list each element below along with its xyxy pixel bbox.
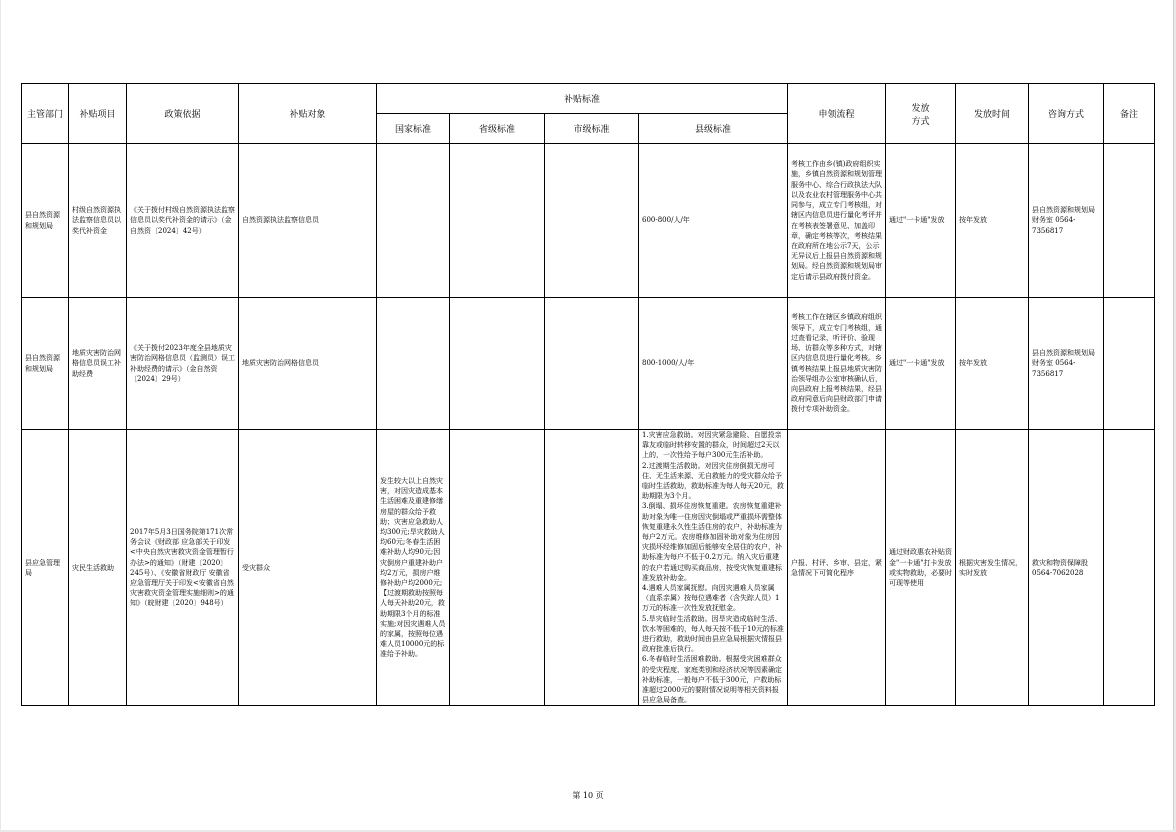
header-standard: 补贴标准 <box>377 84 788 114</box>
cell-time: 按年发放 <box>956 298 1029 430</box>
cell-basis: 2017年5月3日国务院第171次常务会议《财政部 应急部关于印发<中央自然灾害救灾资金管理暂行办法>的通知》（财建〔2020〕245号）、《安徽省财政厅 安徽省应急管理厅关于印发<安徽省自然灾害救灾资金管理实施细则>的通知》（皖财建〔2020〕948号） <box>127 430 239 706</box>
cell-target: 自然资源执法监察信息员 <box>239 144 377 298</box>
cell-item: 灾民生活救助 <box>69 430 127 706</box>
cell-item: 村级自然资源执法监察信息员以奖代补资金 <box>69 144 127 298</box>
cell-provincial <box>450 298 545 430</box>
table-row <box>22 430 1155 706</box>
header-method: 发放 方式 <box>886 84 956 144</box>
table-row <box>22 144 1155 298</box>
cell-provincial <box>450 144 545 298</box>
cell-basis: 《关于拨付2023年度全县地质灾害防治网格信息员（监测员）误工补助经费的请示》（金自然资〔2024〕29号） <box>127 298 239 430</box>
cell-method: 通过"一卡通"发放 <box>886 144 956 298</box>
cell-item: 地质灾害防治网格信息员误工补助经费 <box>69 298 127 430</box>
cell-method: 通过财政惠农补贴资金"一卡通"打卡发放或实物救助，必要时可现等使用 <box>886 430 956 706</box>
cell-note <box>1104 144 1155 298</box>
cell-county: 1.灾害应急救助。对因灾紧急避险、自愿投亲靠友或临时转移安置的群众，时间超过2天以上的，一次性给予每户300元生活补助。 2.过渡期生活救助。对因灾住房倒损无房可住、无生活来源、无自救能力的受灾群众给予临时生活救助，救助标准为每人每天20元，救助期限为3个月。 3.倒塌、损坏住房恢复重建。农房恢复重建补助对象为唯一住房因灾倒塌或严重损坏需整体恢复重建永久性生活住房的农户，补助标准为每户2万元。农房维修加固补助对象为住房因灾损坏经维修加固后能够安全居住的农户，补助标准为每户不低于0.2万元。纳入灾后重建的农户若通过购买商品房，按受灾恢复重建标准发放补助金。 4.遇难人员家属抚慰。向因灾遇难人员家属（直系亲属）按每位遇难者（含失踪人员）1万元的标准一次性发放抚慰金。 5.旱灾临时生活救助。因旱灾造成临时生活、饮水等困难的，每人每天按不低于10元的标准进行救助，救助时间由县应急局根据灾情报县政府批准后执行。 6.冬春临时生活困难救助。根据受灾困难群众的受灾程度、家庭类别和经济状况等因素确定补助标准，一般每户不低于300元，户救助标准超过2000元的要附情况说明等相关资料报县应急局备查。 <box>639 430 788 706</box>
header-dept: 主管部门 <box>22 84 69 144</box>
cell-national: 发生较大以上自然灾害，对因灾造成基本生活困难及重建修缮房屋的群众给予救助；灾害应急救助人均300元;旱灾救助人均60元;冬春生活困难补助人均90元;因灾倒房户重建补助户均2万元，损房户维修补助户均2000元;【过渡期救助按照每人每天补助20元，救助期限3个月的标准实施;对因灾遇难人员的家属，按照每位遇难人员10000元的标准给予补助。 <box>377 430 450 706</box>
cell-dept: 县自然资源和规划局 <box>22 144 69 298</box>
cell-national <box>377 298 450 430</box>
cell-county: 800-1000/人/年 <box>639 298 788 430</box>
cell-municipal <box>545 298 639 430</box>
cell-consult: 救灾和物资保障股0564-7062028 <box>1029 430 1104 706</box>
cell-provincial <box>450 430 545 706</box>
cell-municipal <box>545 144 639 298</box>
header-item: 补贴项目 <box>69 84 127 144</box>
cell-consult: 县自然资源和规划局财务室 0564-7356817 <box>1029 144 1104 298</box>
header-process: 申领流程 <box>788 84 886 144</box>
cell-dept: 县自然资源和规划局 <box>22 298 69 430</box>
cell-consult: 县自然资源和规划局财务室 0564-7356817 <box>1029 298 1104 430</box>
header-provincial: 省级标准 <box>450 114 545 144</box>
cell-target: 地质灾害防治网格信息员 <box>239 298 377 430</box>
cell-note <box>1104 430 1155 706</box>
table-row <box>22 298 1155 430</box>
cell-note <box>1104 298 1155 430</box>
cell-municipal <box>545 430 639 706</box>
cell-process: 考核工作由乡(镇)政府组织实施，乡镇自然资源和规划管理服务中心、综合行政执法大队以及农业农村管理服务中心共同参与，成立专门考核组，对辖区内信息员进行量化考评并在考核表签署意见、加盖印章，确定考核等次，考核结果在政府所在地公示7天，公示无异议后上报县自然资源和规划局。经自然资源和规划局审定后请示县政府拨付资金。 <box>788 144 886 298</box>
header-national: 国家标准 <box>377 114 450 144</box>
cell-national <box>377 144 450 298</box>
header-target: 补贴对象 <box>239 84 377 144</box>
cell-county: 600-800/人/年 <box>639 144 788 298</box>
cell-time: 根据灾害发生情况，实时发放 <box>956 430 1029 706</box>
subsidy-table <box>21 83 1155 706</box>
header-county: 县级标准 <box>639 114 788 144</box>
cell-basis: 《关于拨付村级自然资源执法监察信息员以奖代补资金的请示》（金自然资〔2024〕42号） <box>127 144 239 298</box>
cell-time: 按年发放 <box>956 144 1029 298</box>
cell-process: 考核工作在辖区乡镇政府组织领导下，成立专门考核组，通过查看记录、听评价、验现场、访群众等多种方式，对辖区内信息员进行量化考核。乡镇考核结果上报县地质灾害防治领导组办公室审核确认后，向县政府上报考核结果，经县政府同意后向县财政部门申请拨付专项补助资金。 <box>788 298 886 430</box>
document-page <box>1 0 1174 830</box>
cell-process: 户报、村评、乡审、县定，紧急情况下可简化程序 <box>788 430 886 706</box>
cell-target: 受灾群众 <box>239 430 377 706</box>
header-basis: 政策依据 <box>127 84 239 144</box>
page-number: 第 10 页 <box>572 791 604 800</box>
header-time: 发放时间 <box>956 84 1029 144</box>
cell-method: 通过"一卡通"发放 <box>886 298 956 430</box>
header-consult: 咨询方式 <box>1029 84 1104 144</box>
cell-dept: 县应急管理局 <box>22 430 69 706</box>
header-municipal: 市级标准 <box>545 114 639 144</box>
header-note: 备注 <box>1104 84 1155 144</box>
